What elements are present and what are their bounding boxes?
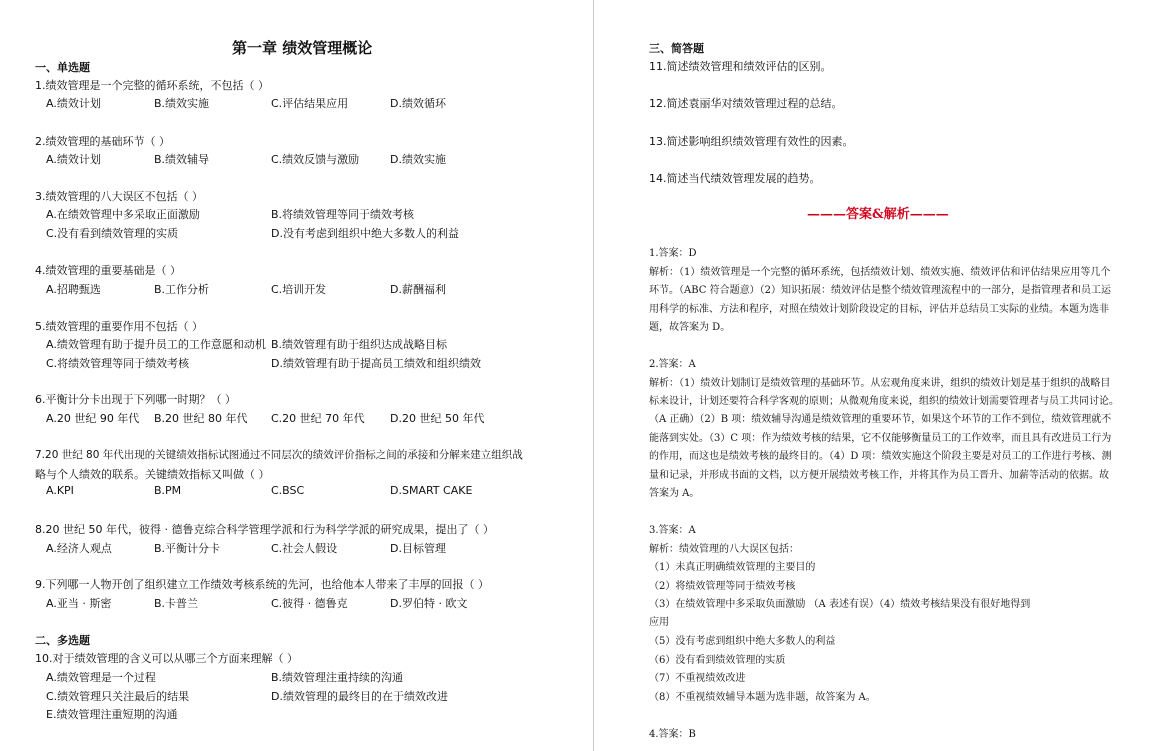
q9-option-d: D.罗伯特 · 欧文: [390, 597, 468, 610]
answer-3-line: （8）不重视绩效辅导本题为选非题，故答案为 A。: [649, 692, 876, 703]
q7-option-d: D.SMART CAKE: [390, 484, 473, 497]
q1-option-d: D.绩效循环: [390, 97, 446, 110]
question-13: 13.简述影响组织绩效管理有效性的因素。: [649, 135, 854, 148]
answer-3-title: 3.答案：A: [649, 525, 696, 536]
q2-option-b: B.绩效辅导: [154, 153, 210, 166]
question-1: 1.绩效管理是一个完整的循环系统，不包括（ ）: [35, 79, 269, 92]
q1-option-b: B.绩效实施: [154, 97, 210, 110]
q10-option-a: A.绩效管理是一个过程: [46, 671, 156, 684]
q3-option-a: A.在绩效管理中多采取正面激励: [46, 208, 200, 221]
answer-3-line: （1）未真正明确绩效管理的主要目的: [649, 562, 816, 573]
q7-option-a: A.KPI: [46, 484, 74, 497]
question-11: 11.简述绩效管理和绩效评估的区别。: [649, 60, 832, 73]
q9-option-c: C.彼得 · 德鲁克: [271, 597, 348, 610]
question-9: 9.下列哪一人物开创了组织建立工作绩效考核系统的先河，也给他本人带来了丰厚的回报（ ）: [35, 578, 489, 591]
q5-option-d: D.绩效管理有助于提高员工绩效和组织绩效: [271, 357, 481, 370]
q2-option-d: D.绩效实施: [390, 153, 446, 166]
question-8: 8.20 世纪 50 年代，彼得 · 德鲁克综合科学管理学派和行为科学学派的研究成果，提出了（ ）: [35, 523, 494, 536]
answers-header: ———答案&解析———: [807, 207, 949, 222]
answer-3-line: （3）在绩效管理中多采取负面激励 （A 表述有误）（4）绩效考核结果没有很好地得到: [649, 599, 1031, 610]
answer-1-title: 1.答案：D: [649, 248, 697, 259]
q10-option-e: E.绩效管理注重短期的沟通: [46, 708, 178, 721]
q9-option-b: B.卡普兰: [154, 597, 199, 610]
answer-3-line: 应用: [649, 617, 669, 628]
q4-option-d: D.薪酬福利: [390, 283, 446, 296]
q6-option-b: B.20 世纪 80 年代: [154, 412, 248, 425]
right-page: [597, 0, 1163, 751]
q3-option-d: D.没有考虑到组织中绝大多数人的利益: [271, 227, 459, 240]
q5-option-a: A.绩效管理有助于提升员工的工作意愿和动机: [46, 338, 266, 351]
answer-3-line: （7）不重视绩效改进: [649, 673, 746, 684]
section-short-answer: 三、简答题: [649, 42, 704, 55]
q6-option-d: D.20 世纪 50 年代: [390, 412, 485, 425]
answer-3-line: （2）将绩效管理等同于绩效考核: [649, 581, 796, 592]
question-14: 14.简述当代绩效管理发展的趋势。: [649, 172, 821, 185]
q10-option-b: B.绩效管理注重持续的沟通: [271, 671, 404, 684]
q10-option-d: D.绩效管理的最终目的在于绩效改进: [271, 690, 448, 703]
answer-1-line: 环节。（ABC 符合题意）（2）知识拓展：绩效评估是整个绩效管理流程中的一部分，是指管理者和员工运: [649, 285, 1111, 296]
answer-2-line: （A 正确）（2）B 项：绩效辅导沟通是绩效管理的重要环节，如果这个环节的工作不到位，绩效管理就不: [649, 414, 1112, 425]
question-7-line-2: 略与个人绩效的联系。关键绩效指标又叫做（ ）: [35, 468, 270, 481]
section-single-choice: 一、单选题: [35, 61, 90, 74]
answer-1-line: 用科学的标准、方法和程序，对照在绩效计划阶段设定的目标，评估并总结员工实际的业绩。本题为选非: [649, 304, 1109, 315]
q4-option-c: C.培训开发: [271, 283, 327, 296]
q3-option-c: C.没有看到绩效管理的实质: [46, 227, 179, 240]
q1-option-c: C.评估结果应用: [271, 97, 349, 110]
answer-3-line: （5）没有考虑到组织中绝大多数人的利益: [649, 636, 836, 647]
answer-2-line: 标来设计，计划还要符合科学客观的原则；从微观角度来说，组织的绩效计划需要管理者与员工共同讨论。: [649, 396, 1119, 407]
q10-option-c: C.绩效管理只关注最后的结果: [46, 690, 190, 703]
page-divider: [593, 0, 594, 751]
answer-4-title: 4.答案：B: [649, 729, 696, 740]
q2-option-a: A.绩效计划: [46, 153, 101, 166]
answer-1-line: 题，故答案为 D。: [649, 322, 731, 333]
q1-option-a: A.绩效计划: [46, 97, 101, 110]
q5-option-b: B.绩效管理有助于组织达成战略目标: [271, 338, 448, 351]
q9-option-a: A.亚当 · 斯密: [46, 597, 112, 610]
answer-1-line: 解析：（1）绩效管理是一个完整的循环系统，包括绩效计划、绩效实施、绩效评估和评估结果应用等几个: [649, 267, 1111, 278]
q7-option-b: B.PM: [154, 484, 182, 497]
answer-2-title: 2.答案：A: [649, 359, 696, 370]
question-6: 6.平衡计分卡出现于下列哪一时期？（ ）: [35, 393, 236, 406]
question-2: 2.绩效管理的基础环节（ ）: [35, 135, 170, 148]
section-multiple-choice: 二、多选题: [35, 634, 90, 647]
answer-3-line: 解析：绩效管理的八大误区包括：: [649, 544, 799, 555]
q8-option-c: C.社会人假设: [271, 542, 338, 555]
question-3: 3.绩效管理的八大误区不包括（ ）: [35, 190, 203, 203]
q8-option-b: B.平衡计分卡: [154, 542, 221, 555]
question-10: 10.对于绩效管理的含义可以从哪三个方面来理解（ ）: [35, 652, 298, 665]
q2-option-c: C.绩效反馈与激励: [271, 153, 360, 166]
q5-option-c: C.将绩效管理等同于绩效考核: [46, 357, 190, 370]
answer-2-line: 解析：（1）绩效计划制订是绩效管理的基础环节。从宏观角度来讲，组织的绩效计划是基于组织的战略目: [649, 378, 1111, 389]
q3-option-b: B.将绩效管理等同于绩效考核: [271, 208, 415, 221]
answer-3-line: （6）没有看到绩效管理的实质: [649, 655, 786, 666]
q4-option-b: B.工作分析: [154, 283, 210, 296]
question-7-line-1: 7.20 世纪 80 年代出现的关键绩效指标试图通过不同层次的绩效评价指标之间的承接和分解来建立组织战: [35, 449, 523, 461]
answer-2-line: 答案为 A。: [649, 488, 700, 499]
q6-option-c: C.20 世纪 70 年代: [271, 412, 365, 425]
question-5: 5.绩效管理的重要作用不包括（ ）: [35, 320, 203, 333]
q8-option-d: D.目标管理: [390, 542, 446, 555]
q4-option-a: A.招聘甄选: [46, 283, 101, 296]
answer-2-line: 量和记录，并形成书面的文档，以方便开展绩效考核工作，并将其作为员工晋升、加薪等活动的依据。故: [649, 470, 1109, 481]
question-4: 4.绩效管理的重要基础是（ ）: [35, 264, 181, 277]
q7-option-c: C.BSC: [271, 484, 305, 497]
question-12: 12.简述袁丽华对绩效管理过程的总结。: [649, 97, 843, 110]
q6-option-a: A.20 世纪 90 年代: [46, 412, 140, 425]
answer-2-line: 能落到实处。（3）C 项：作为绩效考核的结果，它不仅能够衡量员工的工作效率，而且具有改进员工行为: [649, 433, 1112, 444]
q8-option-a: A.经济人观点: [46, 542, 112, 555]
chapter-title: 第一章 绩效管理概论: [232, 39, 373, 57]
answer-2-line: 的作用，而这也是绩效考核的最终目的。（4）D 项：绩效实施这个阶段主要是对员工的工作进行考核、测: [649, 451, 1112, 462]
